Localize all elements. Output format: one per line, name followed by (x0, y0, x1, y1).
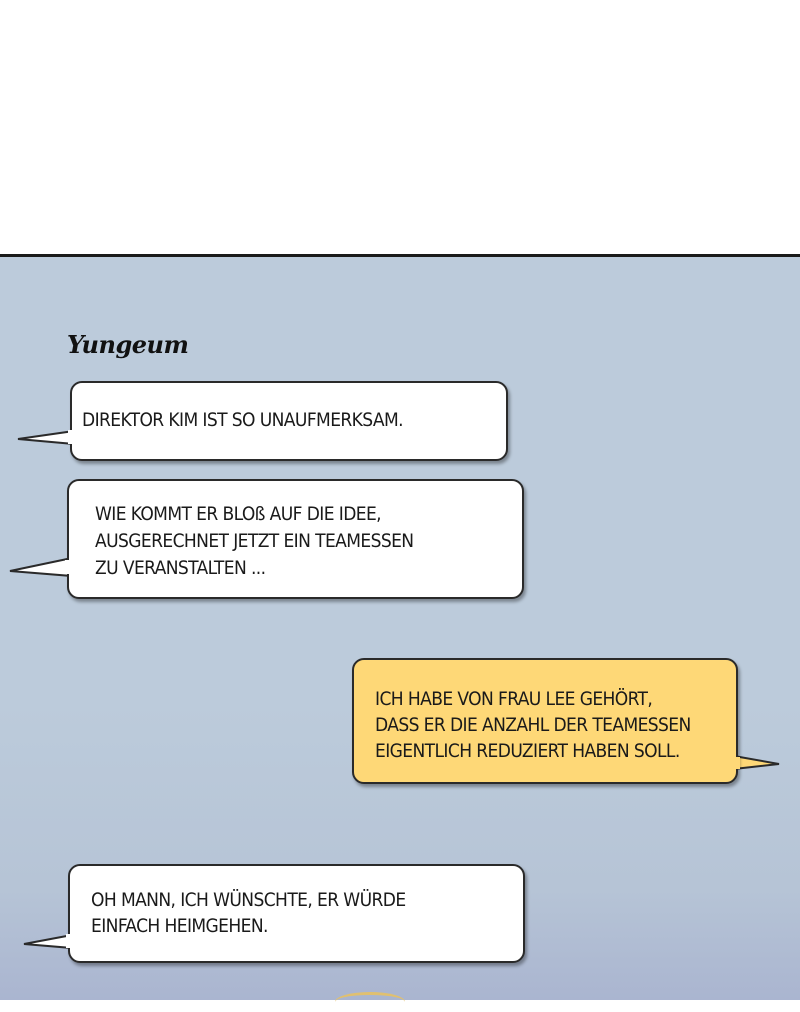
message-bubble-3 (352, 658, 738, 784)
bubble-tail-cover (65, 560, 71, 574)
blank-top-area (0, 0, 800, 254)
message-bubble-2 (67, 479, 524, 599)
sender-name: Yungeum (67, 330, 189, 359)
message-text: OH MANN, ICH WÜNSCHTE, ER WÜRDE EINFACH HEIMGEHEN. (91, 889, 406, 937)
illustration-edge (335, 992, 405, 1012)
bubble-tail-cover (68, 430, 74, 444)
message-bubble-4 (68, 864, 525, 963)
bubble-tail-left (16, 428, 76, 448)
message-bubble-1 (70, 381, 508, 461)
message-text: ICH HABE VON FRAU LEE GEHÖRT, DASS ER DIE ANZAHL DER TEAMESSEN EIGENTLICH REDUZIERT HABEN SOLL. (375, 688, 691, 762)
message-text: WIE KOMMT ER BLOß AUF DIE IDEE, AUSGERECHNET JETZT EIN TEAMESSEN ZU VERANSTALTEN ... (95, 503, 414, 579)
message-text: DIREKTOR KIM IST SO UNAUFMERKSAM. (82, 409, 403, 431)
bubble-tail-cover (733, 757, 740, 769)
bubble-tail-cover (66, 934, 72, 948)
